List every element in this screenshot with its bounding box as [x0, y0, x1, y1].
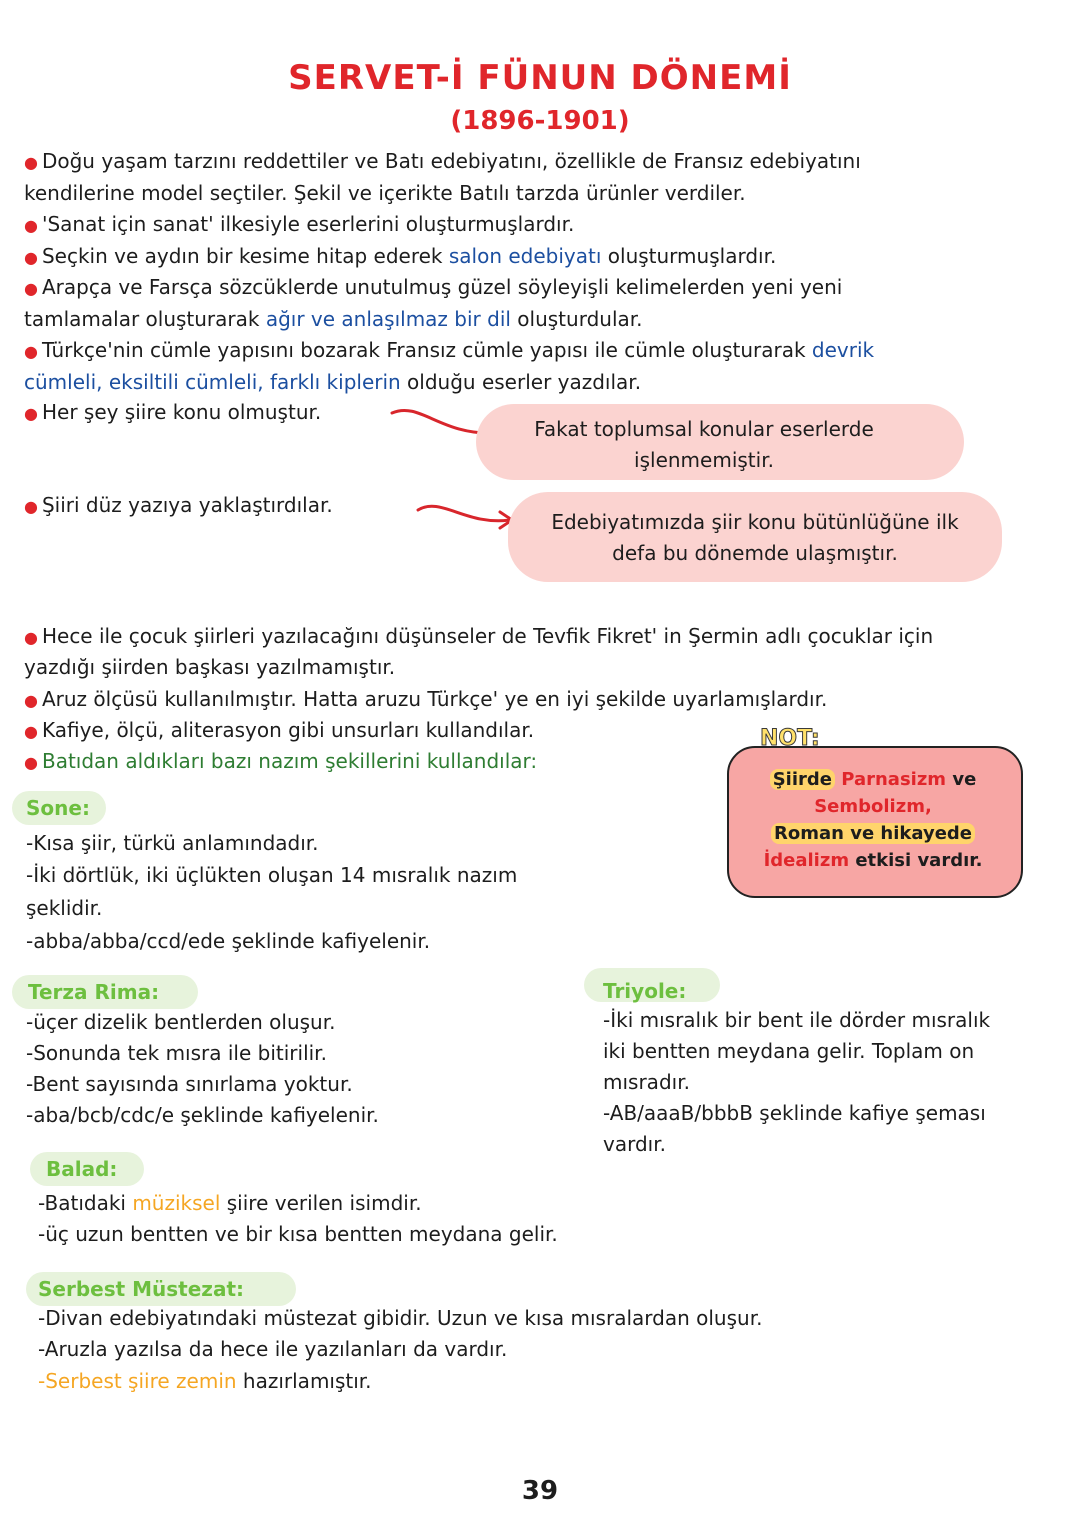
- callout-2-text: Edebiyatımızda şiir konu bütünlüğüne ilk defa bu dönemde ulaşmıştır.: [551, 510, 959, 565]
- highlight-devrik-cumleli: cümleli, eksiltili cümleli, farklı kiplerin: [24, 370, 401, 394]
- bullet-line-1: ● Doğu yaşam tarzını reddettiler ve Batı edebiyatını, özellikle de Fransız edebiyatını: [24, 149, 861, 173]
- triyole-line-4: -AB/aaaB/bbbB şeklinde kafiye şeması: [603, 1101, 986, 1125]
- sone-line-3: şeklidir.: [26, 896, 103, 920]
- bullet-dot-icon: ●: [24, 216, 38, 235]
- callout-1-text: Fakat toplumsal konular eserlerde işlenmemiştir.: [534, 417, 874, 472]
- triyole-line-3: mısradır.: [603, 1070, 690, 1094]
- serbest-line-3: -Serbest şiire zemin hazırlamıştır.: [38, 1369, 372, 1393]
- bullet-line-7: ● Şiiri düz yazıya yaklaştırdılar.: [24, 493, 333, 517]
- terza-line-1: -üçer dizelik bentlerden oluşur.: [26, 1010, 336, 1034]
- sone-line-1: -Kısa şiir, türkü anlamındadır.: [26, 831, 319, 855]
- bullet-dot-icon: ●: [24, 722, 38, 741]
- balad-line-2: -üç uzun bentten ve bir kısa bentten meydana gelir.: [38, 1222, 558, 1246]
- heading-sone: Sone:: [26, 796, 90, 820]
- bullet-line-5-cont: cümleli, eksiltili cümleli, farklı kiplerin olduğu eserler yazdılar.: [24, 370, 642, 394]
- bullet-line-5: ● Türkçe'nin cümle yapısını bozarak Fransız cümle yapısı ile cümle oluşturarak devrik: [24, 338, 875, 362]
- triyole-line-5: vardır.: [603, 1132, 666, 1156]
- bullet-line-8-cont: yazdığı şiirden başkası yazılmamıştır.: [24, 655, 396, 679]
- page-title: SERVET-İ FÜNUN DÖNEMİ: [288, 58, 792, 98]
- page-subtitle-years: (1896-1901): [450, 106, 630, 136]
- bullet-line-10: ● Kafiye, ölçü, aliterasyon gibi unsurları kullandılar.: [24, 718, 535, 742]
- bullet-dot-icon: ●: [24, 497, 38, 516]
- bullet-dot-icon: ●: [24, 404, 38, 423]
- triyole-line-2: iki bentten meydana gelir. Toplam on: [603, 1039, 975, 1063]
- bullet-line-6: ● Her şey şiire konu olmuştur.: [24, 400, 322, 424]
- triyole-line-1: -İki mısralık bir bent ile dörder mısralık: [603, 1008, 991, 1032]
- bullet-dot-icon: ●: [24, 342, 38, 361]
- heading-serbest-mustezat: Serbest Müstezat:: [38, 1277, 245, 1301]
- bullet-line-4: ● Arapça ve Farsça sözcüklerde unutulmuş güzel söyleyişli kelimelerden yeni yeni: [24, 275, 843, 299]
- bullet-line-3: ● Seçkin ve aydın bir kesime hitap ederek salon edebiyatı oluşturmuşlardır.: [24, 244, 777, 268]
- sone-line-2: -İki dörtlük, iki üçlükten oluşan 14 mısralık nazım: [26, 863, 518, 887]
- bullet-line-4-cont: tamlamalar oluşturarak ağır ve anlaşılmaz bir dil oluşturdular.: [24, 307, 643, 331]
- page-number: 39: [521, 1476, 559, 1506]
- heading-balad: Balad:: [46, 1157, 118, 1181]
- arrow-right-icon: [416, 500, 516, 530]
- heading-triyole: Triyole:: [603, 979, 687, 1003]
- bullet-dot-icon: ●: [24, 153, 38, 172]
- heading-terza-rima: Terza Rima:: [28, 980, 160, 1004]
- bullet-line-9: ● Aruz ölçüsü kullanılmıştır. Hatta aruzu Türkçe' ye en iyi şekilde uyarlamışlardır.: [24, 687, 828, 711]
- bullet-line-1-cont: kendilerine model seçtiler. Şekil ve içerikte Batılı tarzda ürünler verdiler.: [24, 181, 746, 205]
- note-label: NOT:: [760, 726, 820, 751]
- bullet-dot-icon: ●: [24, 753, 38, 772]
- bullet-dot-icon: ●: [24, 248, 38, 267]
- balad-line-1: -Batıdaki müziksel şiire verilen isimdir.: [38, 1191, 422, 1215]
- serbest-line-1: -Divan edebiyatındaki müstezat gibidir. Uzun ve kısa mısralardan oluşur.: [38, 1306, 763, 1330]
- highlight-agir-dil: ağır ve anlaşılmaz bir dil: [265, 307, 511, 331]
- bullet-line-8: ● Hece ile çocuk şiirleri yazılacağını düşünseler de Tevfik Fikret' in Şermin adlı çocuklar için: [24, 624, 934, 648]
- bullet-line-11: ● Batıdan aldıkları bazı nazım şekillerini kullandılar:: [24, 749, 538, 773]
- bullet-dot-icon: ●: [24, 279, 38, 298]
- bullet-dot-icon: ●: [24, 628, 38, 647]
- bullet-line-2: ● 'Sanat için sanat' ilkesiyle eserlerini oluşturmuşlardır.: [24, 212, 575, 236]
- terza-line-4: -aba/bcb/cdc/e şeklinde kafiyelenir.: [26, 1103, 379, 1127]
- terza-line-3: -Bent sayısında sınırlama yoktur.: [26, 1072, 353, 1096]
- serbest-line-2: -Aruzla yazılsa da hece ile yazılanları da vardır.: [38, 1337, 508, 1361]
- bullet-dot-icon: ●: [24, 691, 38, 710]
- note-text: Şiirde Parnasizm ve Sembolizm, Roman ve hikayede İdealizm etkisi vardır.: [763, 769, 983, 871]
- sone-line-4: -abba/abba/ccd/ede şeklinde kafiyelenir.: [26, 929, 431, 953]
- highlight-salon-edebiyati: salon edebiyatı: [448, 244, 602, 268]
- terza-line-2: -Sonunda tek mısra ile bitirilir.: [26, 1041, 327, 1065]
